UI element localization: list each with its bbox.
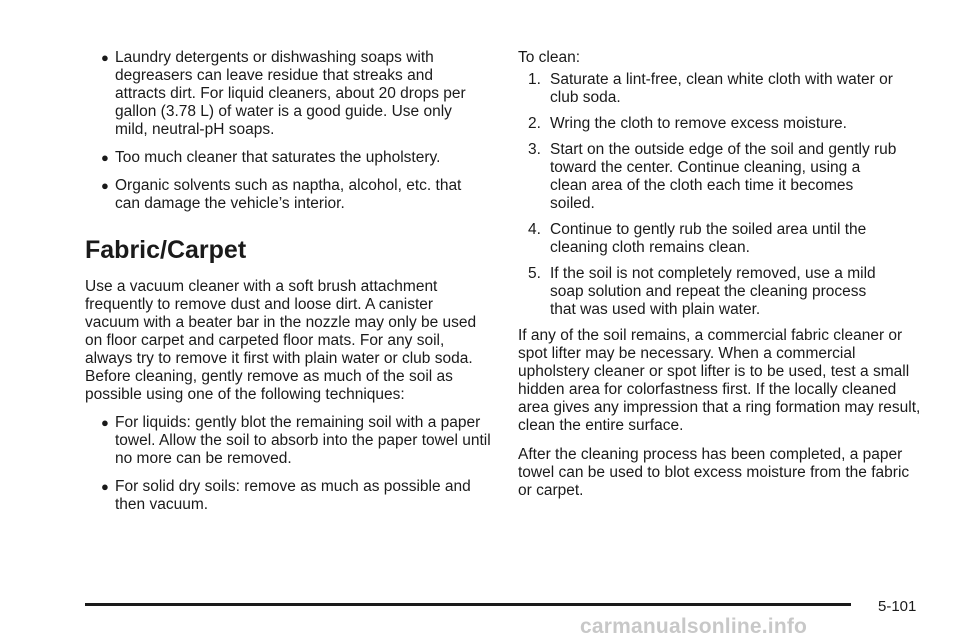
- page-number: 5-101: [878, 598, 917, 615]
- watermark: carmanualsonline.info: [580, 615, 808, 638]
- to-clean-label: To clean:: [518, 49, 581, 66]
- bullet-text: Laundry detergents or dishwashing soaps with degreasers can leave residue that streaks and attracts dirt. For liquid cleaners, about 20 drops per gallon (3.78 L) of water is a good guide. Use only mild, neutral-pH soaps.: [115, 49, 466, 138]
- step-item: [518, 71, 898, 107]
- step-number: 1.: [528, 71, 541, 88]
- intro-bullet-item: [85, 49, 487, 139]
- step-text: Wring the cloth to remove excess moisture.: [550, 115, 847, 132]
- left-column: [85, 0, 495, 514]
- right-column: [518, 0, 928, 500]
- bullet-icon: ●: [101, 479, 109, 494]
- bullet-text: For liquids: gently blot the remaining soil with a paper towel. Allow the soil to absorb into the paper towel until no more can be removed.: [115, 414, 491, 467]
- after-cleaning-paragraph: After the cleaning process has been completed, a paper towel can be used to blot excess moisture from the fabric or carpet.: [518, 446, 910, 499]
- intro-bullet-list: [85, 49, 495, 213]
- step-item: [518, 265, 890, 319]
- step-number: 4.: [528, 221, 541, 238]
- step-item: [518, 221, 898, 257]
- technique-bullet-list: [85, 414, 495, 514]
- step-number: 5.: [528, 265, 541, 282]
- step-item: [518, 141, 898, 213]
- intro-bullet-item: [85, 177, 487, 213]
- step-number: 2.: [528, 115, 541, 132]
- bullet-text: Too much cleaner that saturates the upholstery.: [115, 149, 441, 166]
- commercial-cleaner-paragraph: If any of the soil remains, a commercial fabric cleaner or spot lifter may be necessary. When a commercial upholstery cleaner or spot lifter is to be used, test a small hidden area for colorfastness first. If the locally cleaned area gives any impression that a ring formation may result, clean the entire surface.: [518, 327, 921, 434]
- bullet-icon: ●: [101, 150, 109, 165]
- step-number: 3.: [528, 141, 541, 158]
- section-paragraph: Use a vacuum cleaner with a soft brush attachment frequently to remove dust and loose dirt. A canister vacuum with a beater bar in the nozzle may only be used on floor carpet and carpeted floor mats. For any soil, always try to remove it first with plain water or club soda. Before cleaning, gently remove as much of the soil as possible using one of the following techniques:: [85, 278, 477, 403]
- step-text: Saturate a lint-free, clean white cloth with water or club soda.: [550, 71, 893, 106]
- technique-bullet-item: [85, 478, 487, 514]
- step-text: Continue to gently rub the soiled area until the cleaning cloth remains clean.: [550, 221, 867, 256]
- bullet-icon: ●: [101, 415, 109, 430]
- intro-bullet-item: [85, 149, 495, 167]
- bullet-icon: ●: [101, 178, 109, 193]
- step-text: If the soil is not completely removed, use a mild soap solution and repeat the cleaning process that was used with plain water.: [550, 265, 876, 318]
- section-title: Fabric/Carpet: [85, 236, 247, 264]
- bullet-text: For solid dry soils: remove as much as possible and then vacuum.: [115, 478, 471, 513]
- technique-bullet-item: [85, 414, 495, 468]
- step-text: Start on the outside edge of the soil and gently rub toward the center. Continue cleaning, using a clean area of the cloth each time it becomes soiled.: [550, 141, 897, 212]
- bullet-text: Organic solvents such as naptha, alcohol, etc. that can damage the vehicle’s interior.: [115, 177, 462, 212]
- bullet-icon: ●: [101, 50, 109, 65]
- step-item: [518, 115, 898, 133]
- footer-divider: [85, 603, 851, 606]
- cleaning-steps-list: [518, 71, 898, 319]
